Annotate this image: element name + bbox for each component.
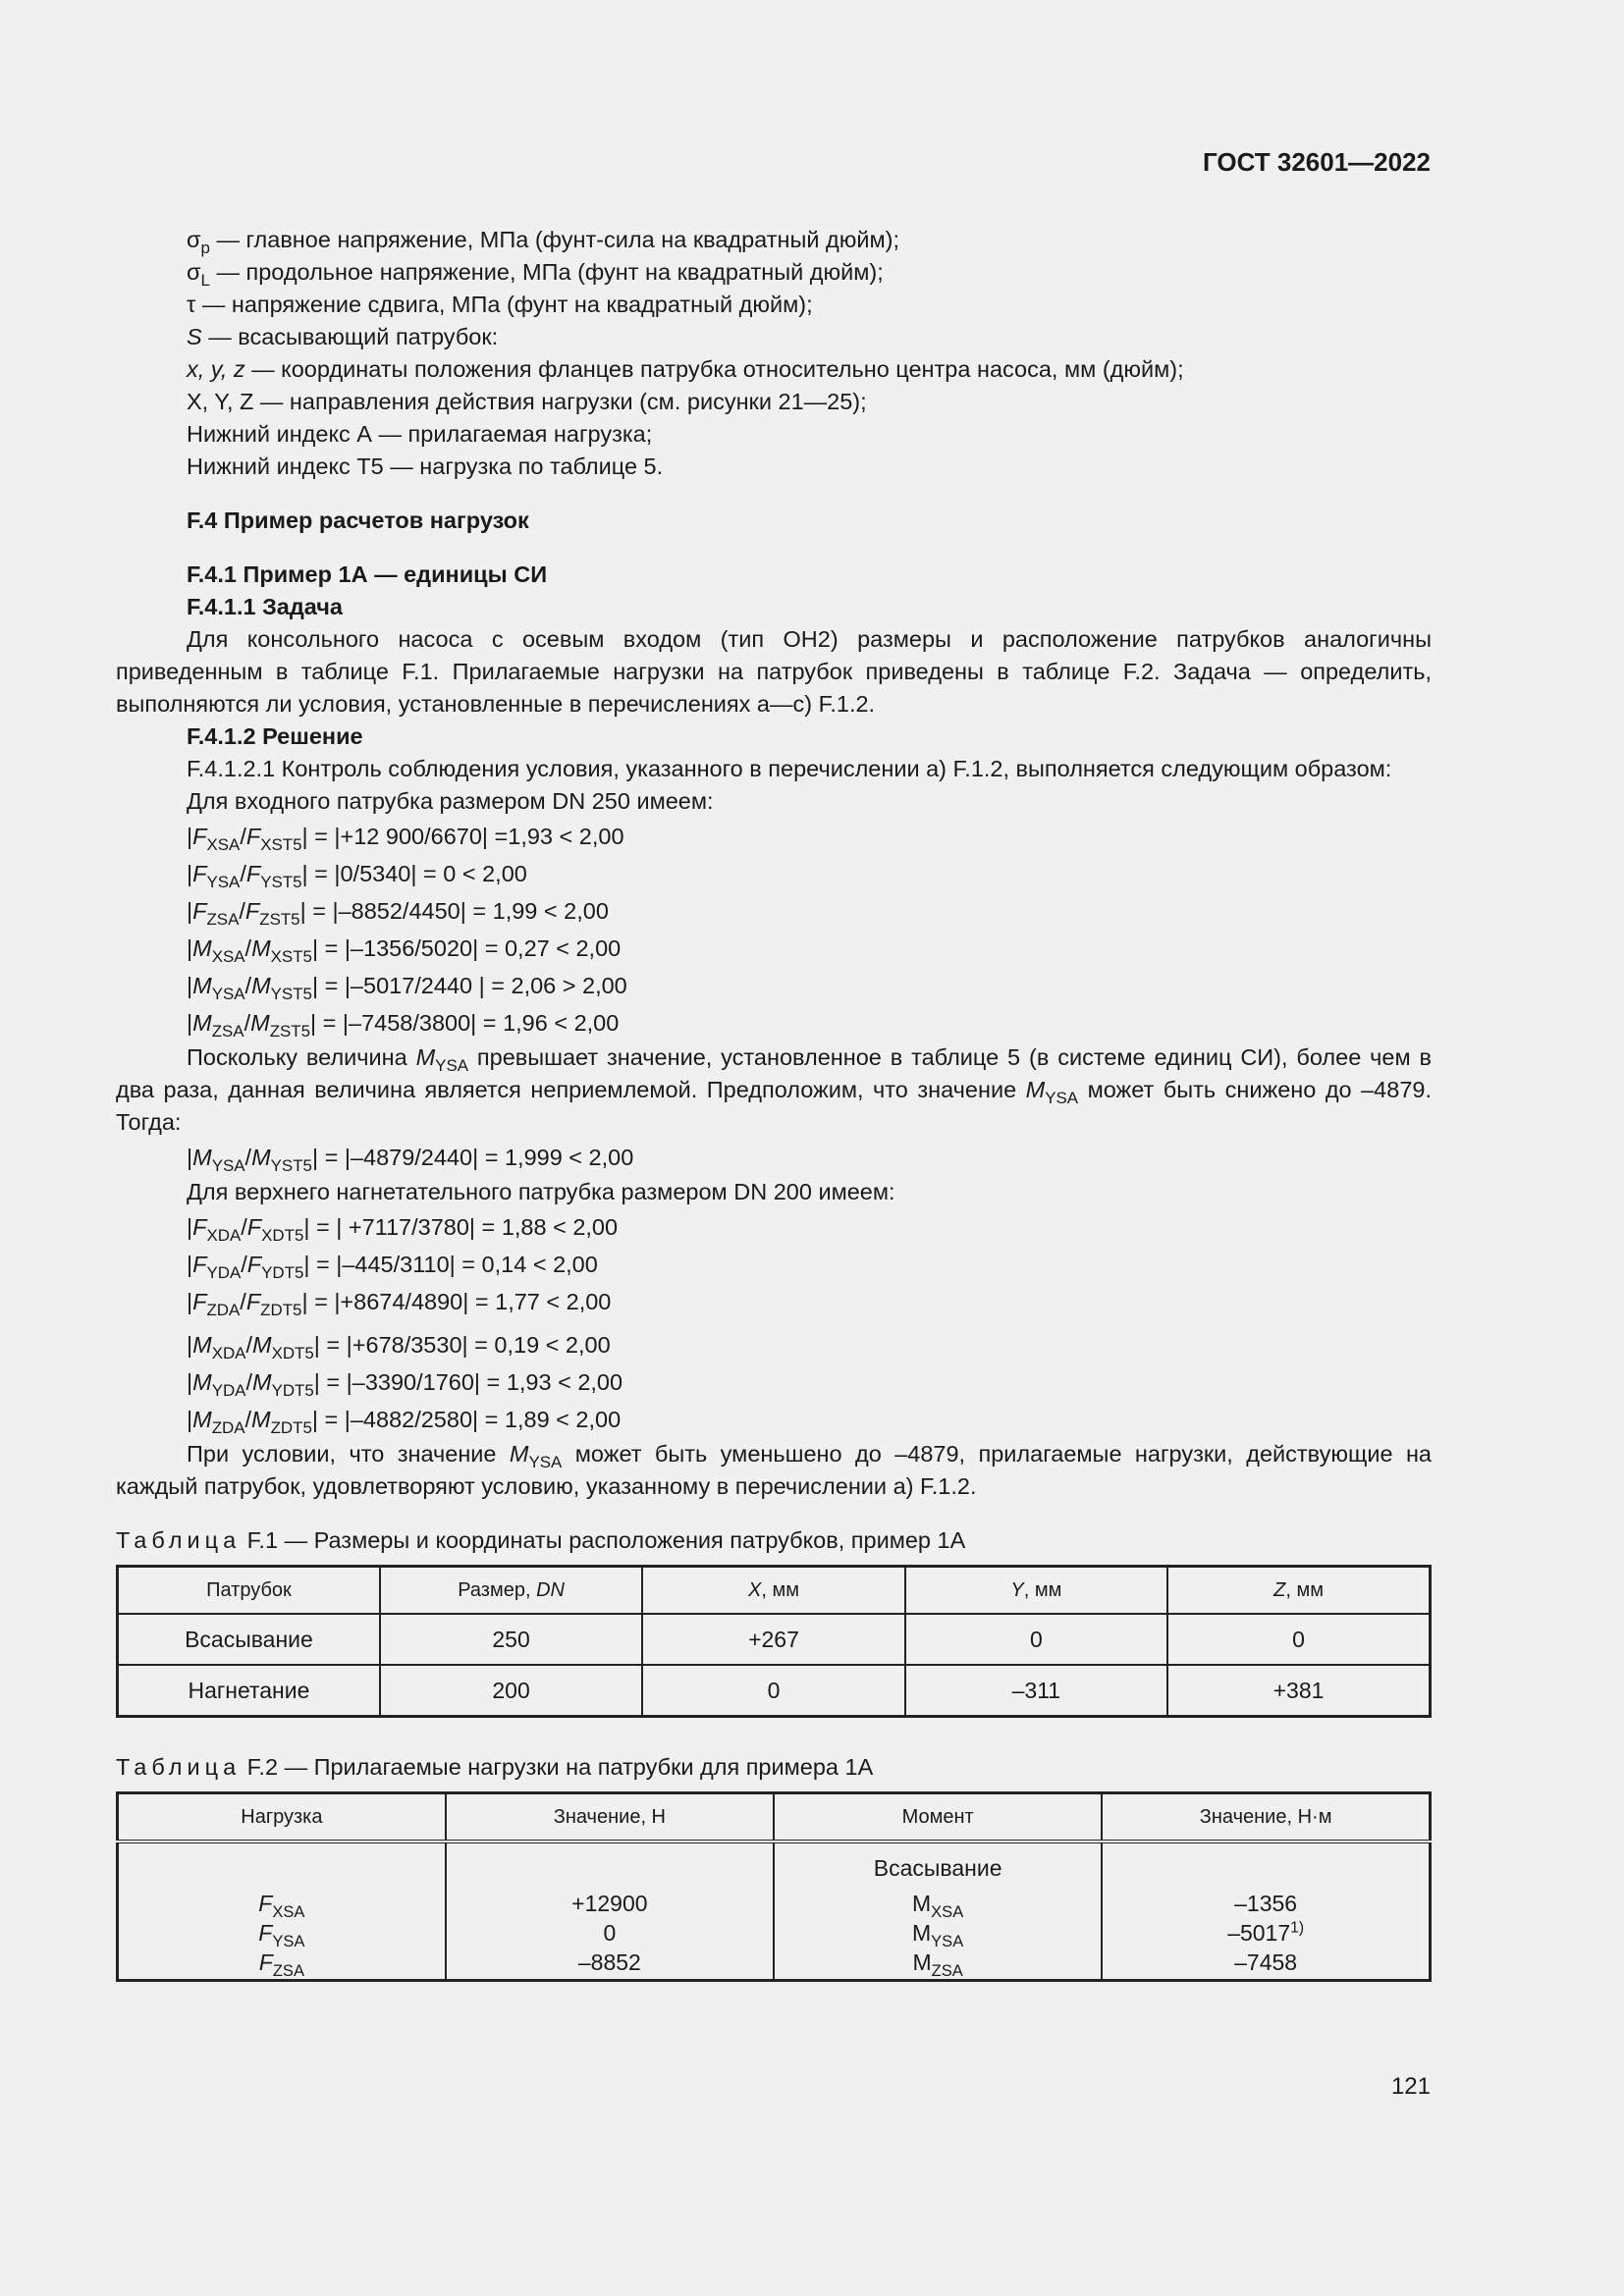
header-italic: X (747, 1578, 762, 1601)
header-text: Патрубок (206, 1578, 292, 1601)
section-heading-f411: F.4.1.1 Задача (187, 594, 343, 619)
header-unit: , мм (761, 1578, 799, 1601)
eq-symbol-b: F (245, 861, 261, 886)
eq-subscript-a: XSA (211, 946, 245, 966)
definition-line (116, 289, 1432, 321)
table2-header-cell: Значение, Н (446, 1793, 774, 1842)
load-letter: F (258, 1891, 273, 1916)
definition-symbol: σ (187, 227, 201, 252)
load-value: 0 (603, 1920, 617, 1946)
table2-value-cell (446, 1842, 774, 1981)
definitions-list (116, 224, 1432, 483)
table1-cell: 0 (642, 1665, 904, 1717)
definition-symbol: x, y, z (187, 356, 245, 382)
section-heading-f41: F.4.1 Пример 1А — единицы СИ (187, 561, 548, 587)
eq-subscript-a: YDA (211, 1380, 246, 1400)
reduced-equation (116, 1139, 1432, 1176)
moment-letter: M (911, 1891, 932, 1916)
eq-subscript-a: XDA (211, 1343, 246, 1362)
load-letter: F (258, 1949, 273, 1975)
definition-line (116, 451, 1432, 483)
header-italic: DN (536, 1578, 565, 1601)
load-subscript: YSA (272, 1931, 305, 1950)
table1-header-cell (642, 1567, 904, 1615)
load-symbol (120, 1918, 444, 1948)
eq-result: | = |–4879/2440| = 1,999 < 2,00 (311, 1145, 634, 1170)
footnote-mark: 1) (1290, 1919, 1305, 1937)
eq-subscript-b: YST5 (270, 984, 312, 1003)
table1-cell: 250 (380, 1614, 642, 1665)
table1-cell: Нагнетание (118, 1665, 380, 1717)
eq-symbol-b: M (251, 935, 271, 961)
definition-line (116, 321, 1432, 353)
definition-line (116, 224, 1432, 256)
table1-cell: 0 (905, 1614, 1167, 1665)
moment-value (1104, 1948, 1428, 1977)
table2-moment-value-cell (1102, 1842, 1430, 1981)
m-ysa-subscript: YSA (528, 1452, 563, 1471)
eq-subscript-a: ZDA (211, 1417, 245, 1437)
eq-symbol-a: F (192, 861, 207, 886)
eq-subscript-b: XST5 (270, 946, 312, 966)
table2-moment-cell (774, 1842, 1102, 1981)
table1-cell: –311 (905, 1665, 1167, 1717)
table-nozzle-loads (116, 1791, 1432, 1982)
m-ysa-subscript: YSA (1045, 1088, 1079, 1107)
eq-symbol-a: M (192, 1407, 212, 1432)
eq-subscript-b: YDT5 (271, 1380, 314, 1400)
moment-value (1104, 1918, 1428, 1948)
table2-header-cell: Нагрузка (118, 1793, 446, 1842)
ratio-equation: $|F_{XDA}/F_{XDT5}|$ = | +7117/3780| = 1,88 < 2,00 (187, 1214, 619, 1245)
eq-result: | = |0/5340| = 0 < 2,00 (301, 861, 527, 886)
eq-symbol-a: F (192, 1214, 207, 1240)
inlet-equations (116, 818, 1432, 1041)
table2-header-cell: Момент (774, 1793, 1102, 1842)
eq-subscript-a: ZSA (211, 1021, 244, 1041)
ratio-equation: $|M_{YSA}/M_{YST5}| = |-5017/2440$ | = 2,06 > 2,00 (187, 973, 627, 1003)
table2-caption: Таблица F.2 — Прилагаемые нагрузки на патрубки для примера 1А (116, 1754, 874, 1780)
moment-letter: M (912, 1949, 932, 1975)
header-unit: , мм (1285, 1578, 1324, 1601)
eq-symbol-b: M (251, 1332, 272, 1358)
eq-symbol-a: F (192, 824, 207, 849)
ratio-equation: $|M_{ZSA}/M_{ZST5}| = |-7458/3800| = 1,96 < 2,00$ (187, 1010, 620, 1041)
eq-subscript-b: YST5 (260, 872, 302, 891)
table-nozzle-dimensions (116, 1565, 1432, 1718)
ratio-equation: $|M_{XDA}/M_{XDT5}| = |+678/3530| = 0,19 < 2,00$ (187, 1332, 611, 1362)
definition-text: Нижний индекс Т5 — нагрузка по таблице 5. (187, 454, 664, 479)
table1-caption: Таблица F.1 — Размеры и координаты расположения патрубков, пример 1А (116, 1527, 966, 1553)
load-subscript: ZSA (272, 1960, 304, 1980)
ratio-equation: $|F_{YSA}/F_{YST5}| = |0/5340| = 0 < 2,00$ (187, 861, 527, 891)
outlet-force-equations (116, 1208, 1432, 1320)
eq-symbol-b: M (251, 1145, 271, 1170)
table1-header-cell (1167, 1567, 1430, 1615)
definition-text: X, Y, Z — направления действия нагрузки (см. рисунки 21—25); (187, 389, 867, 414)
load-symbol (120, 1948, 444, 1980)
definition-symbol: σ (187, 259, 201, 285)
moment-symbol (776, 1948, 1100, 1980)
m-ysa-letter: M (415, 1044, 436, 1070)
section-heading-f412: F.4.1.2 Решение (187, 723, 363, 749)
section-heading-f4: F.4 Пример расчетов нагрузок (187, 507, 529, 533)
eq-result: | = |–5017/2440 | = 2,06 > 2,00 (311, 973, 627, 998)
ratio-equation: $|M_{YSA}/M_{YST5}| = |-4879/2440| = 1,999 < 2,00$ (187, 1145, 634, 1175)
moment-value (1104, 1889, 1428, 1918)
eq-result: | = |–445/3110| = 0,14 < 2,00 (303, 1252, 598, 1277)
definition-line (116, 256, 1432, 289)
eq-symbol-a: F (192, 898, 207, 924)
eq-symbol-b: F (245, 1289, 261, 1314)
outlet-intro: Для верхнего нагнетательного патрубка размером DN 200 имеем: (187, 1179, 895, 1204)
table1-cell: +267 (642, 1614, 904, 1665)
eq-symbol-a: M (192, 1332, 212, 1358)
definition-line (116, 386, 1432, 418)
table1-header-row (118, 1567, 1431, 1615)
moment-symbol (776, 1889, 1100, 1921)
moment-letter: M (911, 1920, 932, 1946)
outlet-moment-equations (116, 1326, 1432, 1438)
table2-header-cell: Значение, Н·м (1102, 1793, 1430, 1842)
table-row (118, 1614, 1431, 1665)
definition-line (116, 418, 1432, 451)
eq-subscript-a: XDA (206, 1225, 242, 1245)
ratio-equation: $|F_{ZSA}/F_{ZST5}| = |-8852/4450| = 1,99 < 2,00$ (187, 898, 609, 929)
moment-value-text: –7458 (1234, 1949, 1298, 1975)
header-text: Размер, (458, 1578, 537, 1601)
eq-result: | = |+8674/4890| = 1,77 < 2,00 (301, 1289, 612, 1314)
header-unit: , мм (1023, 1578, 1062, 1601)
table2-body-row (118, 1842, 1431, 1981)
eq-subscript-b: ZDT5 (260, 1300, 302, 1319)
moment-value-text: –5017 (1227, 1920, 1291, 1946)
eq-result: | = |–3390/1760| = 1,93 < 2,00 (313, 1369, 623, 1395)
load-subscript: XSA (272, 1901, 305, 1921)
eq-symbol-a: M (192, 935, 212, 961)
ratio-equation: $|M_{ZDA}/M_{ZDT5}| = |-4882/2580| = 1,89 < 2,00$ (187, 1407, 622, 1437)
definition-symbol: S (187, 324, 202, 349)
symbol-m-ysa (509, 1441, 563, 1471)
table1-cell: 0 (1167, 1614, 1430, 1665)
paragraph-myse-exceeds: Поскольку величина $M_{YSA}$ превышает значение, установленное в таблице 5 (в системе единиц СИ), более чем в два раза, данная величина является неприемлемой. Предположим, что значение $M_{YSA}$ может быть снижено до –4879. Тогда: (116, 1044, 1432, 1135)
eq-symbol-b: F (246, 1252, 262, 1277)
eq-subscript-b: XST5 (260, 834, 302, 854)
m-ysa-letter: M (1025, 1077, 1046, 1102)
table2-section-label: Всасывание (873, 1855, 1002, 1881)
eq-symbol-b: F (246, 1214, 262, 1240)
eq-subscript-b: XDT5 (271, 1343, 314, 1362)
eq-symbol-b: M (250, 1010, 270, 1036)
definition-text: — напряжение сдвига, МПа (фунт на квадратный дюйм); (195, 292, 813, 317)
eq-subscript-b: ZST5 (259, 909, 300, 929)
m-ysa-letter: M (509, 1441, 529, 1467)
table1-cell: 200 (380, 1665, 642, 1717)
ratio-equation: $|M_{YDA}/M_{YDT5}| = |-3390/1760| = 1,93 < 2,00$ (187, 1369, 623, 1400)
ratio-equation: $|F_{ZDA}/F_{ZDT5}| = |+8674/4890| = 1,77 < 2,00$ (187, 1289, 612, 1319)
eq-symbol-b: F (245, 824, 261, 849)
moment-subscript: XSA (931, 1901, 964, 1921)
eq-subscript-a: YSA (211, 984, 245, 1003)
eq-symbol-b: F (244, 898, 260, 924)
spacer (448, 1853, 772, 1883)
eq-symbol-a: M (192, 1369, 212, 1395)
eq-result: | = |–1356/5020| = 0,27 < 2,00 (311, 935, 622, 961)
definition-symbol: τ (187, 292, 196, 317)
table2-load-cell (118, 1842, 446, 1981)
eq-subscript-a: YDA (206, 1262, 242, 1282)
load-symbol (120, 1889, 444, 1921)
page-content (116, 224, 1432, 1982)
definition-text: — всасывающий патрубок: (201, 324, 499, 349)
eq-subscript-a: YSA (206, 872, 241, 891)
paragraph-conclusion: При условии, что значение $M_{YSA}$ может быть уменьшено до –4879, прилагаемые нагрузки, действующие на каждый патрубок, удовлетворяют условию, указанному в перечислении а) F.1.2. (116, 1441, 1432, 1499)
eq-symbol-a: M (192, 1010, 212, 1036)
eq-subscript-a: XSA (206, 834, 241, 854)
spacer (120, 1853, 444, 1883)
definition-text: Нижний индекс А — прилагаемая нагрузка; (187, 421, 653, 447)
load-value: +12900 (571, 1891, 648, 1916)
eq-subscript-a: YSA (211, 1155, 245, 1175)
eq-symbol-b: M (251, 1369, 272, 1395)
eq-subscript-b: ZST5 (269, 1021, 311, 1041)
symbol-m-ysa (1025, 1077, 1079, 1107)
eq-subscript-a: ZDA (206, 1300, 241, 1319)
definition-text: — координаты положения фланцев патрубка относительно центра насоса, мм (дюйм); (244, 356, 1184, 382)
eq-symbol-a: M (192, 973, 212, 998)
load-letter: F (258, 1920, 273, 1946)
header-italic: Y (1010, 1578, 1024, 1601)
header-italic: Z (1273, 1578, 1286, 1601)
eq-subscript-b: ZDT5 (270, 1417, 312, 1437)
definition-subscript: р (200, 238, 210, 257)
eq-subscript-a: ZSA (206, 909, 240, 929)
moment-subscript: ZSA (931, 1960, 963, 1980)
table1-header-cell (905, 1567, 1167, 1615)
ratio-equation: $|F_{YDA}/F_{YDT5}| = |-445/3110| = 0,14 < 2,00$ (187, 1252, 598, 1282)
definition-subscript: L (200, 270, 210, 290)
symbol-m-ysa (415, 1044, 469, 1075)
load-value: –8852 (577, 1949, 641, 1975)
eq-symbol-a: F (192, 1289, 207, 1314)
paragraph-f4121: F.4.1.2.1 Контроль соблюдения условия, указанного в перечислении а) F.1.2, выполняется следующим образом: (187, 756, 1392, 781)
ratio-equation: $|M_{XSA}/M_{XST5}| = |-1356/5020| = 0,27 < 2,00$ (187, 935, 622, 966)
table1-header-cell (380, 1567, 642, 1615)
eq-symbol-b: M (251, 1407, 271, 1432)
eq-result: | = |+678/3530| = 0,19 < 2,00 (313, 1332, 611, 1358)
inlet-intro: Для входного патрубка размером DN 250 имеем: (187, 788, 714, 814)
moment-symbol (776, 1918, 1100, 1948)
eq-result: | = |–8852/4450| = 1,99 < 2,00 (299, 898, 609, 924)
eq-symbol-b: M (251, 973, 271, 998)
table1-header-cell (118, 1567, 380, 1615)
eq-subscript-b: XDT5 (261, 1225, 304, 1245)
definition-line (116, 353, 1432, 386)
document-header: ГОСТ 32601—2022 (1203, 147, 1431, 177)
table-row (118, 1665, 1431, 1717)
definition-text: — главное напряжение, МПа (фунт-сила на квадратный дюйм); (209, 227, 899, 252)
spacer (1104, 1853, 1428, 1883)
definition-text: — продольное напряжение, МПа (фунт на квадратный дюйм); (209, 259, 884, 285)
m-ysa-subscript: YSA (435, 1055, 469, 1075)
page-number: 121 (1390, 2073, 1431, 2100)
eq-symbol-a: F (192, 1252, 207, 1277)
eq-result: | = |–7458/3800| = 1,96 < 2,00 (310, 1010, 620, 1036)
eq-subscript-b: YST5 (270, 1155, 312, 1175)
eq-symbol-a: M (192, 1145, 212, 1170)
eq-result: | = |–4882/2580| = 1,89 < 2,00 (311, 1407, 622, 1432)
ratio-equation: $|F_{XSA}/F_{XST5}| = |+12$ 900/6670| =1,93 < 2,00 (187, 824, 624, 854)
eq-result: | = |+12 900/6670| =1,93 < 2,00 (301, 824, 624, 849)
moment-value-text: –1356 (1234, 1891, 1298, 1916)
table1-cell: +381 (1167, 1665, 1430, 1717)
moment-subscript: YSA (931, 1931, 964, 1950)
eq-subscript-b: YDT5 (261, 1262, 304, 1282)
table1-cell: Всасывание (118, 1614, 380, 1665)
eq-result: | = | +7117/3780| = 1,88 < 2,00 (303, 1214, 619, 1240)
task-paragraph: Для консольного насоса с осевым входом (тип ОН2) размеры и расположение патрубков аналогичны приведенным в таблице F.1. Прилагаемые нагрузки на патрубок приведены в таблице F.2. Задача — определить, выполняются ли условия, установленные в перечислениях а—с) F.1.2. (116, 626, 1432, 717)
table2-header-row (118, 1793, 1431, 1842)
